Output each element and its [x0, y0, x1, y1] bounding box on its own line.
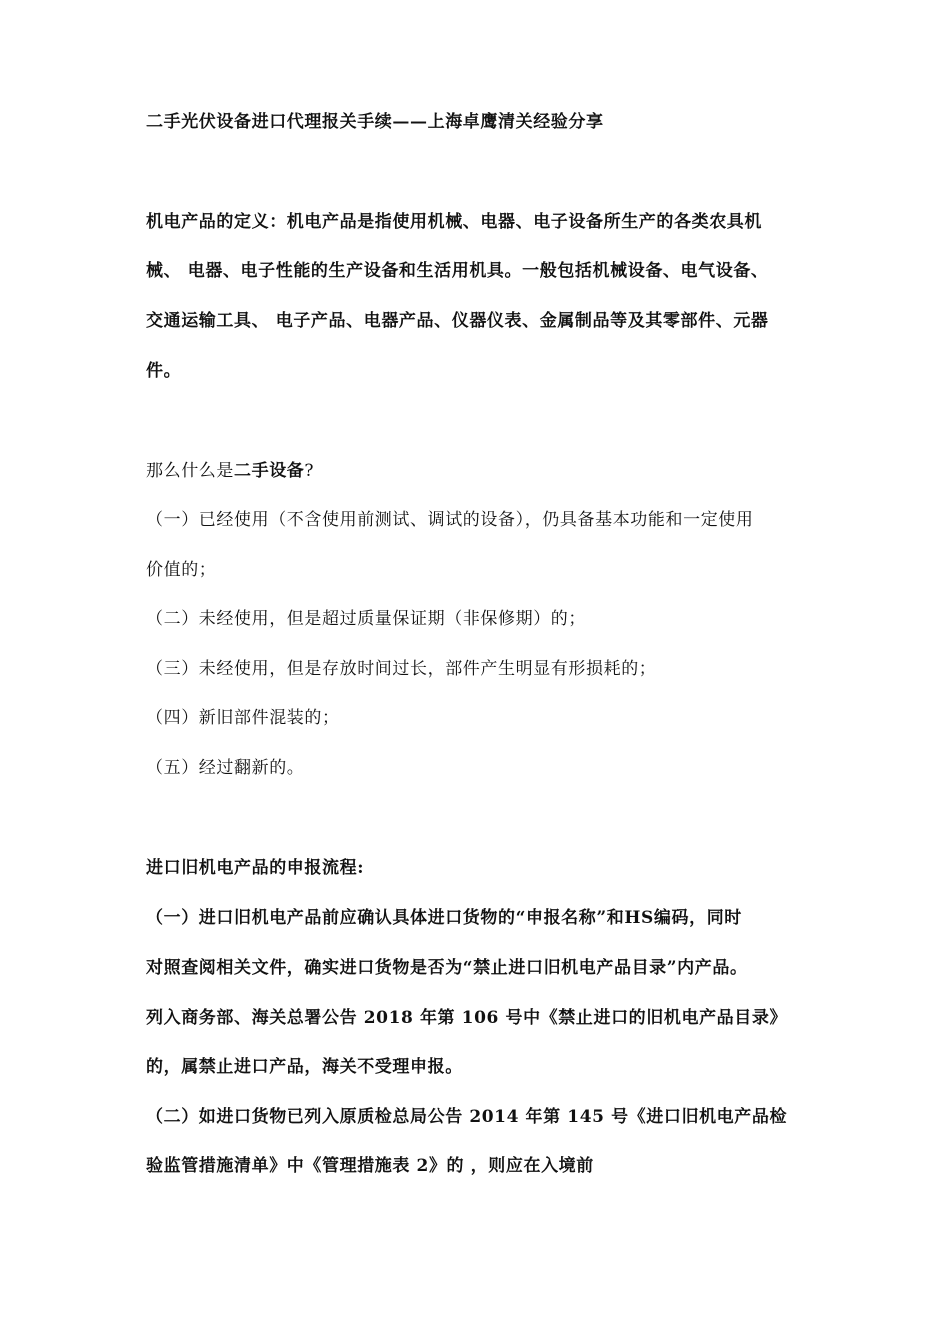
question-term: 二手设备 [234, 461, 305, 481]
process-line: 的，属禁止进口产品，海关不受理申报。 [146, 1057, 463, 1077]
criteria-line: （五）经过翻新的。 [146, 758, 305, 778]
definition-line: 交通运输工具、 电子产品、电器产品、仪器仪表、金属制品等及其零部件、元器 [146, 311, 769, 331]
process-line: 对照查阅相关文件，确实进口货物是否为“禁止进口旧机电产品目录”内产品。 [146, 958, 748, 978]
question-prefix: 那么什么是 [146, 461, 234, 481]
process-line: 列入商务部、海关总署公告 2018 年第 106 号中《禁止进口的旧机电产品目录》 [146, 1008, 788, 1028]
process-line: 验监管措施清单》中《管理措施表 2》的 ，则应在入境前 [146, 1156, 594, 1176]
question-suffix: ? [304, 461, 315, 481]
definition-line: 械、 电器、电子性能的生产设备和生活用机具。一般包括机械设备、电气设备、 [146, 261, 769, 281]
process-heading: 进口旧机电产品的申报流程: [146, 858, 365, 878]
criteria-line: （一）已经使用（不含使用前测试、调试的设备），仍具备基本功能和一定使用 [146, 510, 754, 530]
criteria-line: （三）未经使用，但是存放时间过长，部件产生明显有形损耗的； [146, 659, 657, 679]
criteria-line: 价值的； [146, 560, 217, 580]
definition-line: 机电产品的定义：机电产品是指使用机械、电器、电子设备所生产的各类农具机 [146, 212, 762, 232]
criteria-line: （四）新旧部件混装的； [146, 708, 340, 728]
process-line: （一）进口旧机电产品前应确认具体进口货物的“申报名称”和HS编码，同时 [146, 908, 742, 928]
definition-line: 件。 [146, 361, 182, 381]
question-line [146, 460, 314, 482]
criteria-line: （二）未经使用，但是超过质量保证期（非保修期）的； [146, 609, 586, 629]
process-line: （二）如进口货物已列入原质检总局公告 2014 年第 145 号《进口旧机电产品检 [146, 1107, 788, 1127]
document-title: 二手光伏设备进口代理报关手续——上海卓鹰清关经验分享 [146, 112, 604, 132]
